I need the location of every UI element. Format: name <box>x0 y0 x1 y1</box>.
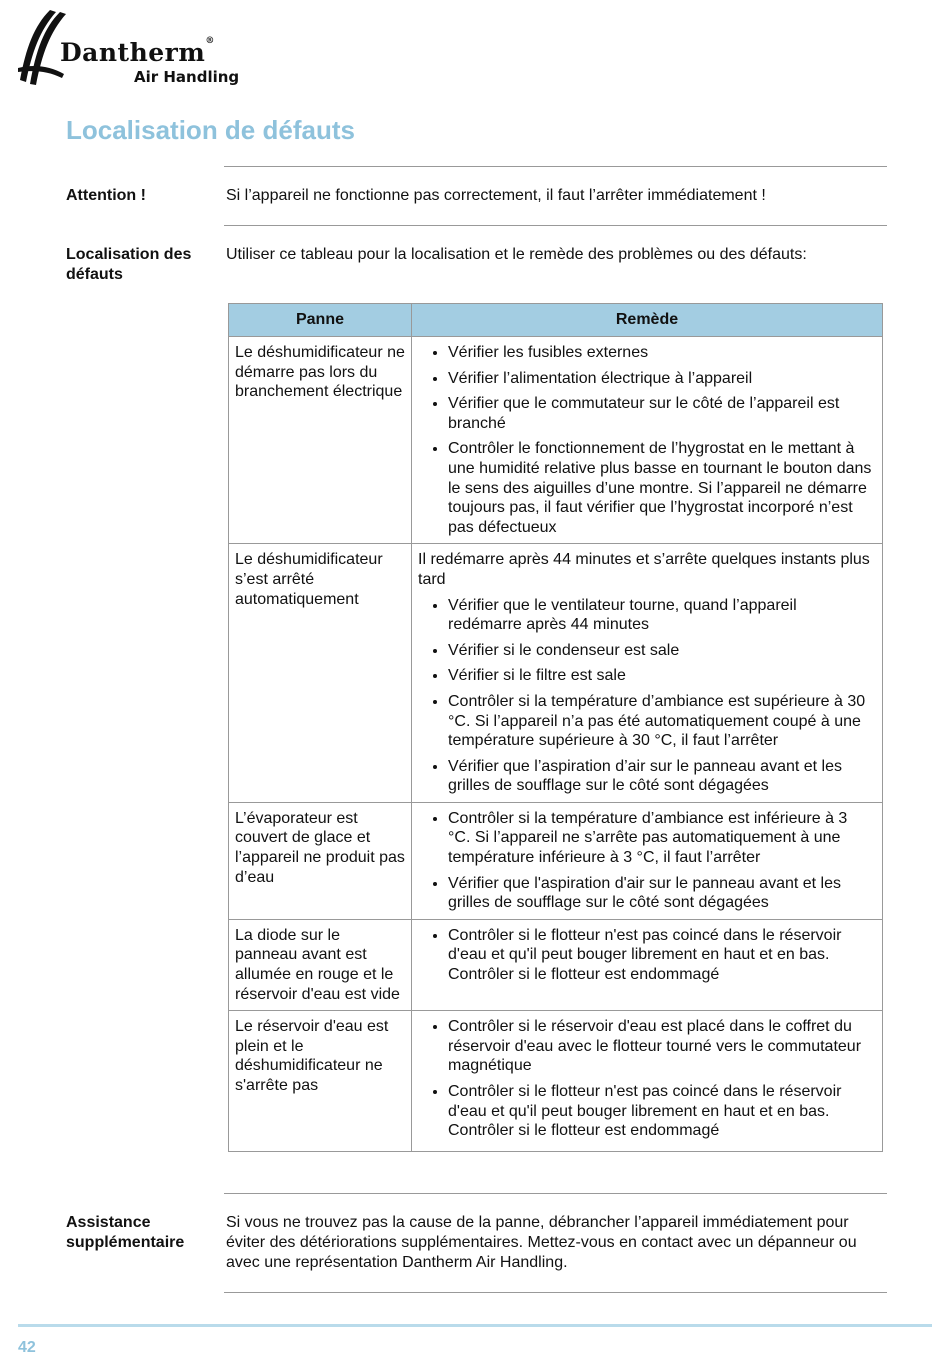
panne-cell: Le déshumidificateur s’est arrêté automatiquement <box>229 544 412 803</box>
remede-cell <box>412 544 883 803</box>
list-item: • Vérifier que le ventilateur tourne, quand l’appareil redémarre après 44 minutes <box>448 596 874 635</box>
brand-subtitle: Air Handling <box>134 68 240 86</box>
remedy-list <box>418 1017 874 1141</box>
dantherm-logo <box>16 8 266 88</box>
table-row <box>229 337 883 544</box>
list-item: • Contrôler si le flotteur n'est pas coincé dans le réservoir d'eau et qu'il peut bouger librement en haut et en bas. Contrôler si le flotteur est endommagé <box>448 926 874 985</box>
list-item: • Contrôler si le réservoir d'eau est placé dans le coffret du réservoir d'eau avec le flotteur tourné vers le commutateur magnétique <box>448 1017 874 1076</box>
divider <box>224 166 887 167</box>
remede-cell <box>412 337 883 544</box>
localisation-label: Localisation des défauts <box>66 246 192 283</box>
list-item: • Contrôler si la température d’ambiance est supérieure à 30 °C. Si l’appareil n’a pas été automatiquement coupé à une température supérieure à 30 °C, il faut l’arrêter <box>448 692 874 751</box>
table-header-row <box>229 304 883 337</box>
list-item: • Vérifier si le condenseur est sale <box>448 641 874 661</box>
remedy-list <box>418 809 874 913</box>
remede-cell <box>412 919 883 1010</box>
panne-cell: La diode sur le panneau avant est allumée en rouge et le réservoir d'eau est vide <box>229 919 412 1010</box>
table-row <box>229 919 883 1010</box>
remedy-list <box>418 596 874 796</box>
remedy-list <box>418 926 874 985</box>
list-item: • Contrôler le fonctionnement de l’hygrostat en le mettant à une humidité relative plus basse en tournant le bouton dans le sens des aiguilles d’une montre. Si l’appareil ne démarre toujours pas, il faut vérifier que l’hygrostat incorporé n’est pas défectueux <box>448 439 874 537</box>
header-panne: Panne <box>229 304 412 337</box>
remedy-list <box>418 343 874 537</box>
divider <box>224 1292 887 1293</box>
list-item: • Vérifier l’alimentation électrique à l’appareil <box>448 369 874 389</box>
brand-name: Dantherm® <box>60 36 215 67</box>
page-number: 42 <box>18 1339 36 1356</box>
list-item: • Vérifier si le filtre est sale <box>448 666 874 686</box>
fault-table <box>228 303 883 1152</box>
list-item: • Contrôler si le flotteur n'est pas coincé dans le réservoir d'eau et qu'il peut bouger librement en haut et en bas. Contrôler si le flotteur est endommagé <box>448 1082 874 1141</box>
footer-line <box>18 1324 932 1327</box>
remedy-intro: Il redémarre après 44 minutes et s’arrête quelques instants plus tard <box>418 551 870 588</box>
localisation-text: Utiliser ce tableau pour la localisation et le remède des problèmes ou des défauts: <box>226 246 807 263</box>
table-row <box>229 802 883 919</box>
table-row <box>229 544 883 803</box>
divider <box>224 225 887 226</box>
remede-cell <box>412 1011 883 1152</box>
list-item: • Vérifier que le commutateur sur le côté de l’appareil est branché <box>448 394 874 433</box>
page-title: Localisation de défauts <box>66 115 355 145</box>
attention-text: Si l’appareil ne fonctionne pas correctement, il faut l’arrêter immédiatement ! <box>226 187 766 204</box>
panne-cell: Le déshumidificateur ne démarre pas lors du branchement électrique <box>229 337 412 544</box>
table-row <box>229 1011 883 1152</box>
divider <box>224 1193 887 1194</box>
assistance-text: Si vous ne trouvez pas la cause de la panne, débrancher l’appareil immédiatement pour éviter des détériorations supplémentaires. Mettez-vous en contact avec un dépanneur ou avec une représentation Dantherm Air Handling. <box>226 1214 857 1271</box>
header-remede: Remède <box>412 304 883 337</box>
panne-cell: L’évaporateur est couvert de glace et l’appareil ne produit pas d’eau <box>229 802 412 919</box>
list-item: • Vérifier que l’aspiration d’air sur le panneau avant et les grilles de soufflage sur le côté sont dégagées <box>448 757 874 796</box>
attention-label: Attention ! <box>66 187 146 204</box>
remede-cell <box>412 802 883 919</box>
assistance-label: Assistance supplémentaire <box>66 1214 185 1251</box>
list-item: • Vérifier que l'aspiration d'air sur le panneau avant et les grilles de soufflage sur le côté sont dégagées <box>448 874 874 913</box>
list-item: • Contrôler si la température d’ambiance est inférieure à 3 °C. Si l’appareil ne s’arrête pas automatiquement à une température inférieure à 3 °C, il faut l’arrêter <box>448 809 874 868</box>
panne-cell: Le réservoir d'eau est plein et le déshumidificateur ne s'arrête pas <box>229 1011 412 1152</box>
list-item: • Vérifier les fusibles externes <box>448 343 874 363</box>
